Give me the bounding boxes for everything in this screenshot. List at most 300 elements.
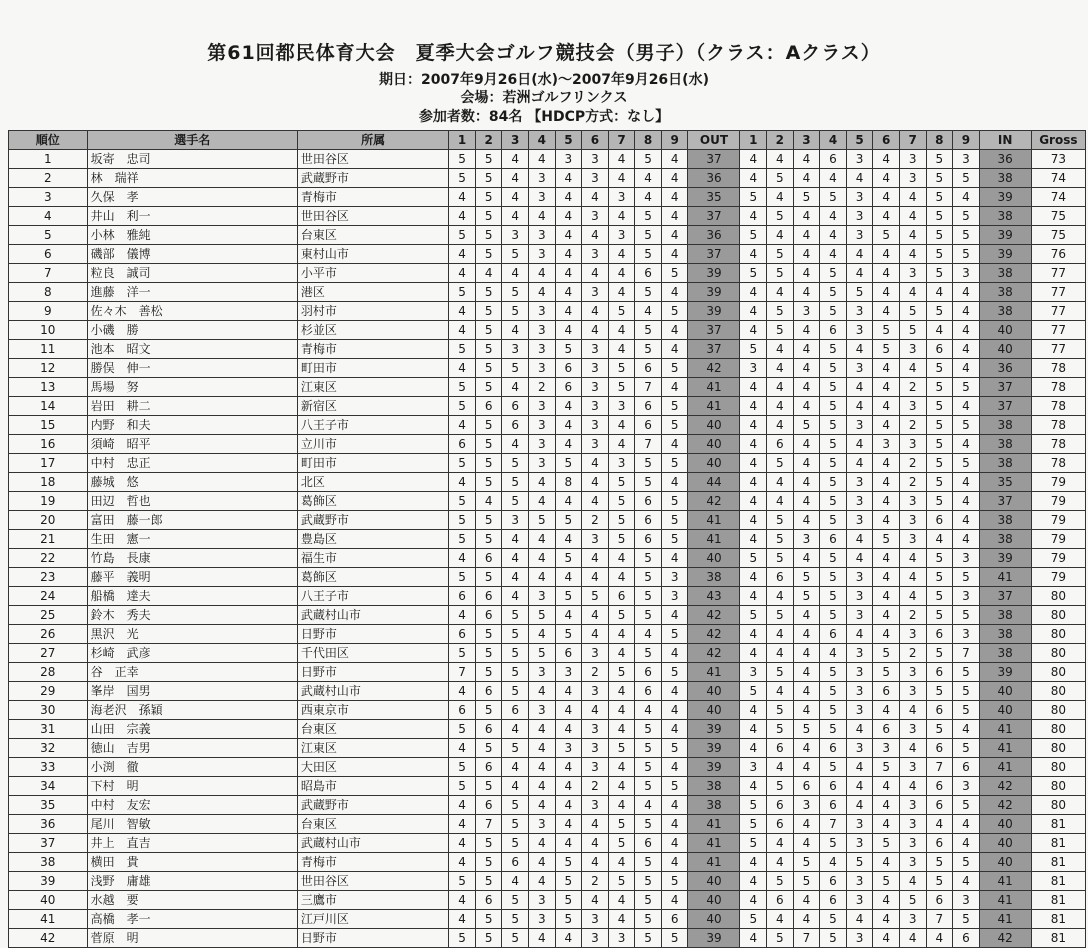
hole-score-cell: 4 [661,549,688,568]
column-header-out-9: 9 [661,131,688,150]
gross-cell: 79 [1031,511,1085,530]
table-row [9,644,1086,663]
hole-score-cell: 5 [502,359,529,378]
hole-score-cell: 6 [502,397,529,416]
hole-score-cell: 5 [926,454,953,473]
hole-score-cell: 5 [608,872,635,891]
hole-score-cell: 6 [873,682,900,701]
hole-score-cell: 4 [502,188,529,207]
hole-score-cell: 3 [582,397,609,416]
rank-cell: 3 [9,188,88,207]
out-total-cell: 37 [688,245,740,264]
club-cell: 立川市 [297,435,448,454]
hole-score-cell: 5 [926,359,953,378]
hole-score-cell: 4 [449,416,476,435]
hole-score-cell: 4 [661,644,688,663]
player-name-cell: 坂寄 忠司 [87,150,297,169]
hole-score-cell: 4 [953,511,980,530]
hole-score-cell: 5 [820,264,847,283]
table-row [9,758,1086,777]
column-header-in-3: 3 [793,131,820,150]
hole-score-cell: 4 [608,720,635,739]
hole-score-cell: 4 [661,606,688,625]
hole-score-cell: 5 [635,929,662,948]
hole-score-cell: 3 [846,226,873,245]
hole-score-cell: 4 [555,435,582,454]
player-name-cell: 進藤 洋一 [87,283,297,302]
club-cell: 江戸川区 [297,910,448,929]
hole-score-cell: 4 [608,264,635,283]
gross-cell: 81 [1031,853,1085,872]
hole-score-cell: 4 [555,606,582,625]
rank-cell: 8 [9,283,88,302]
out-total-cell: 41 [688,397,740,416]
hole-score-cell: 5 [475,644,502,663]
hole-score-cell: 4 [767,834,794,853]
player-name-cell: 馬場 努 [87,378,297,397]
hole-score-cell: 4 [873,606,900,625]
hole-score-cell: 5 [926,644,953,663]
hole-score-cell: 4 [767,587,794,606]
hole-score-cell: 3 [899,264,926,283]
in-total-cell: 41 [979,568,1031,587]
hole-score-cell: 4 [582,549,609,568]
hole-score-cell: 4 [582,606,609,625]
hole-score-cell: 4 [953,340,980,359]
hole-score-cell: 4 [635,169,662,188]
hole-score-cell: 4 [661,283,688,302]
hole-score-cell: 4 [793,359,820,378]
in-total-cell: 38 [979,625,1031,644]
hole-score-cell: 4 [793,245,820,264]
hole-score-cell: 4 [873,511,900,530]
hole-score-cell: 6 [635,834,662,853]
hole-score-cell: 5 [953,853,980,872]
hole-score-cell: 4 [555,720,582,739]
hole-score-cell: 4 [608,910,635,929]
hole-score-cell: 5 [793,720,820,739]
hole-score-cell: 4 [608,340,635,359]
table-row [9,739,1086,758]
in-total-cell: 39 [979,188,1031,207]
hole-score-cell: 6 [475,720,502,739]
hole-score-cell: 3 [582,435,609,454]
in-total-cell: 35 [979,473,1031,492]
gross-cell: 76 [1031,245,1085,264]
hole-score-cell: 6 [926,796,953,815]
hole-score-cell: 5 [635,872,662,891]
in-total-cell: 42 [979,796,1031,815]
hole-score-cell: 6 [926,663,953,682]
hole-score-cell: 5 [899,302,926,321]
hole-score-cell: 5 [635,549,662,568]
hole-score-cell: 4 [793,283,820,302]
player-name-cell: 勝俣 伸一 [87,359,297,378]
column-header-in-1: 1 [740,131,767,150]
hole-score-cell: 3 [529,302,556,321]
hole-score-cell: 5 [475,530,502,549]
hole-score-cell: 5 [926,188,953,207]
hole-score-cell: 6 [635,663,662,682]
hole-score-cell: 4 [926,929,953,948]
hole-score-cell: 4 [502,264,529,283]
club-cell: 新宿区 [297,397,448,416]
rank-cell: 41 [9,910,88,929]
hole-score-cell: 5 [926,853,953,872]
in-total-cell: 38 [979,169,1031,188]
hole-score-cell: 4 [899,872,926,891]
player-name-cell: 内野 和夫 [87,416,297,435]
hole-score-cell: 4 [767,910,794,929]
hole-score-cell: 6 [820,777,847,796]
rank-cell: 14 [9,397,88,416]
hole-score-cell: 5 [475,701,502,720]
table-header-row [9,131,1086,150]
club-cell: 世田谷区 [297,150,448,169]
column-header-out-total: OUT [688,131,740,150]
gross-cell: 81 [1031,815,1085,834]
in-total-cell: 37 [979,492,1031,511]
hole-score-cell: 3 [582,739,609,758]
hole-score-cell: 4 [502,321,529,340]
hole-score-cell: 6 [475,891,502,910]
hole-score-cell: 5 [740,549,767,568]
hole-score-cell: 4 [529,283,556,302]
hole-score-cell: 5 [820,378,847,397]
hole-score-cell: 6 [502,416,529,435]
hole-score-cell: 5 [767,549,794,568]
hole-score-cell: 4 [740,207,767,226]
table-row [9,511,1086,530]
hole-score-cell: 3 [846,568,873,587]
hole-score-cell: 7 [635,435,662,454]
hole-score-cell: 5 [820,359,847,378]
rank-cell: 18 [9,473,88,492]
hole-score-cell: 4 [608,169,635,188]
hole-score-cell: 4 [926,530,953,549]
gross-cell: 77 [1031,283,1085,302]
hole-score-cell: 5 [820,454,847,473]
hole-score-cell: 4 [767,473,794,492]
hole-score-cell: 4 [846,758,873,777]
hole-score-cell: 5 [820,188,847,207]
hole-score-cell: 3 [529,188,556,207]
hole-score-cell: 4 [793,891,820,910]
column-header-in-7: 7 [899,131,926,150]
hole-score-cell: 3 [846,663,873,682]
hole-score-cell: 6 [635,397,662,416]
hole-score-cell: 5 [953,245,980,264]
hole-score-cell: 3 [582,169,609,188]
hole-score-cell: 4 [740,169,767,188]
hole-score-cell: 4 [953,815,980,834]
hole-score-cell: 4 [529,739,556,758]
hole-score-cell: 5 [502,834,529,853]
hole-score-cell: 6 [820,796,847,815]
hole-score-cell: 6 [475,606,502,625]
column-header-in-total: IN [979,131,1031,150]
hole-score-cell: 3 [608,929,635,948]
in-total-cell: 41 [979,758,1031,777]
gross-cell: 81 [1031,929,1085,948]
hole-score-cell: 4 [529,568,556,587]
hole-score-cell: 5 [475,416,502,435]
rank-cell: 28 [9,663,88,682]
hole-score-cell: 5 [953,682,980,701]
club-cell: 八王子市 [297,587,448,606]
hole-score-cell: 4 [873,207,900,226]
player-name-cell: 下村 明 [87,777,297,796]
hole-score-cell: 4 [740,150,767,169]
hole-score-cell: 4 [953,492,980,511]
hole-score-cell: 4 [740,853,767,872]
hole-score-cell: 6 [767,796,794,815]
hole-score-cell: 4 [555,207,582,226]
hole-score-cell: 3 [740,663,767,682]
hole-score-cell: 3 [899,169,926,188]
rank-cell: 30 [9,701,88,720]
hole-score-cell: 3 [740,359,767,378]
hole-score-cell: 4 [767,226,794,245]
hole-score-cell: 4 [449,815,476,834]
column-header-in-9: 9 [953,131,980,150]
club-cell: 青梅市 [297,188,448,207]
hole-score-cell: 5 [608,663,635,682]
hole-score-cell: 6 [767,435,794,454]
hole-score-cell: 6 [475,549,502,568]
hole-score-cell: 4 [793,207,820,226]
column-header-out-5: 5 [555,131,582,150]
hole-score-cell: 5 [635,150,662,169]
hole-score-cell: 4 [661,796,688,815]
hole-score-cell: 4 [820,644,847,663]
hole-score-cell: 5 [449,777,476,796]
hole-score-cell: 4 [740,568,767,587]
hole-score-cell: 6 [475,758,502,777]
hole-score-cell: 4 [740,701,767,720]
hole-score-cell: 4 [661,321,688,340]
table-row [9,910,1086,929]
hole-score-cell: 5 [608,302,635,321]
hole-score-cell: 5 [953,606,980,625]
hole-score-cell: 5 [926,606,953,625]
out-total-cell: 35 [688,188,740,207]
hole-score-cell: 4 [608,283,635,302]
hole-score-cell: 6 [635,359,662,378]
hole-score-cell: 6 [449,435,476,454]
hole-score-cell: 4 [555,245,582,264]
in-total-cell: 40 [979,834,1031,853]
hole-score-cell: 5 [502,663,529,682]
hole-score-cell: 2 [582,511,609,530]
rank-cell: 35 [9,796,88,815]
out-total-cell: 40 [688,701,740,720]
hole-score-cell: 5 [926,378,953,397]
hole-score-cell: 4 [502,530,529,549]
hole-score-cell: 5 [475,340,502,359]
hole-score-cell: 4 [529,625,556,644]
hole-score-cell: 4 [608,796,635,815]
hole-score-cell: 5 [635,910,662,929]
club-cell: 福生市 [297,549,448,568]
player-name-cell: 杉崎 武彦 [87,644,297,663]
hole-score-cell: 5 [555,340,582,359]
hole-score-cell: 7 [926,758,953,777]
hole-score-cell: 5 [502,302,529,321]
hole-score-cell: 3 [953,777,980,796]
hole-score-cell: 4 [661,188,688,207]
hole-score-cell: 4 [661,758,688,777]
hole-score-cell: 5 [529,511,556,530]
out-total-cell: 41 [688,853,740,872]
hole-score-cell: 3 [661,568,688,587]
hole-score-cell: 5 [475,834,502,853]
hole-score-cell: 4 [449,549,476,568]
hole-score-cell: 5 [926,150,953,169]
hole-score-cell: 3 [529,701,556,720]
hole-score-cell: 4 [953,834,980,853]
club-cell: 江東区 [297,378,448,397]
hole-score-cell: 5 [767,264,794,283]
score-table [8,130,1086,948]
hole-score-cell: 4 [449,606,476,625]
hole-score-cell: 5 [820,492,847,511]
in-total-cell: 38 [979,644,1031,663]
hole-score-cell: 5 [502,606,529,625]
hole-score-cell: 4 [767,758,794,777]
hole-score-cell: 6 [608,587,635,606]
hole-score-cell: 5 [926,264,953,283]
page-title: 第61回都民体育大会 夏季大会ゴルフ競技会（男子）（クラス：Aクラス） [207,42,881,64]
gross-cell: 75 [1031,207,1085,226]
hole-score-cell: 3 [899,150,926,169]
hole-score-cell: 4 [899,739,926,758]
hole-score-cell: 6 [475,796,502,815]
hole-score-cell: 5 [926,435,953,454]
hole-score-cell: 5 [767,663,794,682]
hole-score-cell: 4 [582,302,609,321]
hole-score-cell: 6 [767,739,794,758]
hole-score-cell: 4 [899,245,926,264]
out-total-cell: 42 [688,606,740,625]
hole-score-cell: 5 [846,853,873,872]
hole-score-cell: 5 [953,454,980,473]
hole-score-cell: 5 [635,587,662,606]
hole-score-cell: 3 [846,834,873,853]
hole-score-cell: 4 [846,340,873,359]
column-header-gross: Gross [1031,131,1085,150]
hole-score-cell: 6 [926,739,953,758]
hole-score-cell: 3 [502,340,529,359]
in-total-cell: 41 [979,739,1031,758]
player-name-cell: 粒良 誠司 [87,264,297,283]
club-cell: 日野市 [297,663,448,682]
hole-score-cell: 4 [953,720,980,739]
hole-score-cell: 5 [740,815,767,834]
rank-cell: 22 [9,549,88,568]
rank-cell: 38 [9,853,88,872]
out-total-cell: 41 [688,815,740,834]
hole-score-cell: 3 [582,758,609,777]
hole-score-cell: 2 [899,644,926,663]
hole-score-cell: 4 [529,549,556,568]
hole-score-cell: 5 [635,720,662,739]
hole-score-cell: 4 [740,720,767,739]
hole-score-cell: 4 [899,587,926,606]
in-total-cell: 40 [979,340,1031,359]
hole-score-cell: 4 [793,682,820,701]
rank-cell: 7 [9,264,88,283]
hole-score-cell: 4 [873,188,900,207]
column-header-out-1: 1 [449,131,476,150]
hole-score-cell: 4 [740,587,767,606]
out-total-cell: 36 [688,169,740,188]
hole-score-cell: 6 [449,701,476,720]
hole-score-cell: 4 [846,169,873,188]
rank-cell: 20 [9,511,88,530]
player-name-cell: 小磯 勝 [87,321,297,340]
club-cell: 大田区 [297,758,448,777]
table-row [9,169,1086,188]
table-row [9,701,1086,720]
club-cell: 武蔵野市 [297,796,448,815]
hole-score-cell: 4 [555,701,582,720]
hole-score-cell: 4 [529,758,556,777]
hole-score-cell: 3 [582,530,609,549]
hole-score-cell: 5 [740,340,767,359]
hole-score-cell: 4 [555,777,582,796]
club-cell: 昭島市 [297,777,448,796]
hole-score-cell: 4 [502,872,529,891]
hole-score-cell: 6 [820,150,847,169]
hole-score-cell: 3 [555,739,582,758]
column-header-out-7: 7 [608,131,635,150]
hole-score-cell: 8 [555,473,582,492]
in-total-cell: 38 [979,454,1031,473]
hole-score-cell: 4 [635,701,662,720]
hole-score-cell: 5 [820,473,847,492]
hole-score-cell: 5 [608,606,635,625]
in-total-cell: 40 [979,682,1031,701]
hole-score-cell: 7 [793,929,820,948]
hole-score-cell: 3 [846,587,873,606]
hole-score-cell: 5 [767,207,794,226]
hole-score-cell: 5 [661,492,688,511]
hole-score-cell: 3 [582,283,609,302]
player-name-cell: 菅原 明 [87,929,297,948]
hole-score-cell: 4 [873,245,900,264]
hole-score-cell: 4 [529,682,556,701]
hole-score-cell: 4 [502,169,529,188]
hole-score-cell: 4 [661,853,688,872]
club-cell: 武蔵村山市 [297,834,448,853]
hole-score-cell: 5 [475,169,502,188]
player-name-cell: 富田 藤一郎 [87,511,297,530]
hole-score-cell: 4 [953,872,980,891]
gross-cell: 81 [1031,891,1085,910]
hole-score-cell: 5 [820,568,847,587]
hole-score-cell: 5 [820,834,847,853]
rank-cell: 40 [9,891,88,910]
hole-score-cell: 5 [740,910,767,929]
hole-score-cell: 3 [846,891,873,910]
out-total-cell: 36 [688,226,740,245]
hole-score-cell: 5 [740,796,767,815]
hole-score-cell: 5 [873,663,900,682]
hole-score-cell: 4 [529,207,556,226]
out-total-cell: 39 [688,720,740,739]
in-total-cell: 39 [979,549,1031,568]
